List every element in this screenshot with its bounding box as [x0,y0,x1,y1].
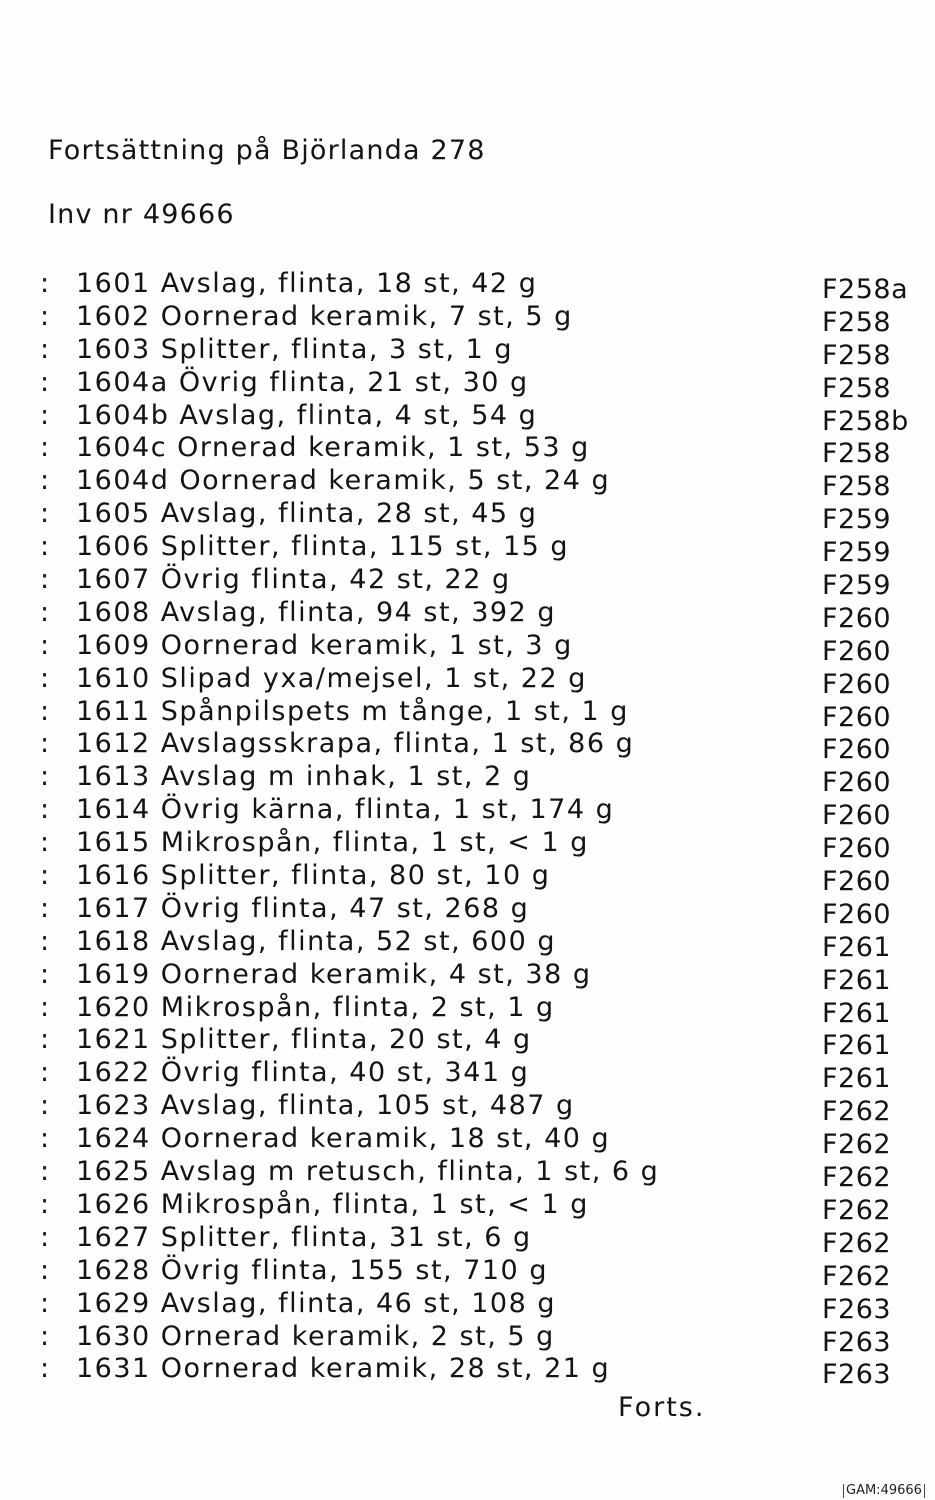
list-item [40,1123,920,1161]
row-find-number: F260 [822,866,892,898]
row-description: 1614 Övrig kärna, flinta, 1 st, 174 g [76,794,615,826]
row-find-number: F263 [822,1326,892,1358]
list-item [40,1353,920,1391]
row-colon: : [40,892,51,924]
row-find-number: F261 [822,964,892,996]
row-colon: : [40,1156,51,1188]
list-item [40,564,920,602]
row-description: 1609 Oornerad keramik, 1 st, 3 g [76,629,573,661]
list-item [40,925,920,963]
row-find-number: F258 [822,438,892,470]
row-find-number: F259 [822,504,892,536]
list-item [40,761,920,799]
row-description: 1612 Avslagsskrapa, flinta, 1 st, 86 g [76,728,635,760]
list-item [40,892,920,930]
row-description: 1608 Avslag, flinta, 94 st, 392 g [76,596,557,628]
list-item [40,991,920,1029]
row-colon: : [40,596,51,628]
row-find-number: F262 [822,1227,892,1259]
row-find-number: F263 [822,1359,892,1391]
row-find-number: F259 [822,537,892,569]
row-find-number: F260 [822,668,892,700]
row-colon: : [40,827,51,859]
row-description: 1613 Avslag m inhak, 1 st, 2 g [76,761,532,793]
row-description: 1604a Övrig flinta, 21 st, 30 g [76,366,529,398]
list-item [40,958,920,996]
row-colon: : [40,333,51,365]
list-item [40,300,920,338]
row-colon: : [40,432,51,464]
row-find-number: F261 [822,1063,892,1095]
row-description: 1627 Splitter, flinta, 31 st, 6 g [76,1221,532,1253]
row-find-number: F258 [822,306,892,338]
list-item [40,1156,920,1194]
row-description: 1601 Avslag, flinta, 18 st, 42 g [76,268,538,299]
row-description: 1629 Avslag, flinta, 46 st, 108 g [76,1287,557,1319]
list-item [40,1057,920,1095]
list-item [40,465,920,503]
row-find-number: F258 [822,339,892,371]
row-description: 1604b Avslag, flinta, 4 st, 54 g [76,399,538,431]
row-description: 1616 Splitter, flinta, 80 st, 10 g [76,860,551,892]
list-item [40,1090,920,1128]
row-find-number: F260 [822,701,892,733]
row-colon: : [40,498,51,530]
row-find-number: F262 [822,1162,892,1194]
row-find-number: F261 [822,931,892,963]
row-find-number: F258 [822,471,892,503]
row-colon: : [40,860,51,892]
list-item [40,1024,920,1062]
list-item [40,268,920,305]
list-item [40,366,920,404]
row-colon: : [40,1057,51,1089]
page-title: Fortsättning på Björlanda 278 [48,135,486,166]
row-description: 1617 Övrig flinta, 47 st, 268 g [76,892,530,924]
list-item [40,1254,920,1292]
row-colon: : [40,531,51,563]
row-colon: : [40,991,51,1023]
list-item [40,1221,920,1259]
row-description: 1606 Splitter, flinta, 115 st, 15 g [76,531,570,563]
list-item [40,662,920,700]
row-colon: : [40,958,51,990]
row-description: 1604d Oornerad keramik, 5 st, 24 g [76,465,611,497]
row-colon: : [40,728,51,760]
row-find-number: F262 [822,1194,892,1226]
row-colon: : [40,794,51,826]
row-find-number: F261 [822,997,892,1029]
list-item [40,596,920,634]
row-description: 1625 Avslag m retusch, flinta, 1 st, 6 g [76,1156,660,1188]
row-colon: : [40,1090,51,1122]
list-item [40,728,920,766]
row-colon: : [40,1221,51,1253]
catalogue-list [40,268,920,1391]
row-colon: : [40,1320,51,1352]
list-item [40,1188,920,1226]
row-find-number: F262 [822,1260,892,1292]
row-find-number: F263 [822,1293,892,1325]
row-description: 1628 Övrig flinta, 155 st, 710 g [76,1254,548,1286]
row-find-number: F260 [822,602,892,634]
row-description: 1619 Oornerad keramik, 4 st, 38 g [76,958,592,990]
row-find-number: F260 [822,800,892,832]
row-colon: : [40,1353,51,1385]
row-description: 1620 Mikrospån, flinta, 2 st, 1 g [76,991,555,1023]
row-description: 1622 Övrig flinta, 40 st, 341 g [76,1057,530,1089]
list-item [40,629,920,667]
row-colon: : [40,564,51,596]
row-find-number: F260 [822,767,892,799]
row-colon: : [40,1254,51,1286]
row-find-number: F260 [822,898,892,930]
row-description: 1610 Slipad yxa/mejsel, 1 st, 22 g [76,662,587,694]
row-colon: : [40,366,51,398]
row-description: 1605 Avslag, flinta, 28 st, 45 g [76,498,538,530]
list-item [40,794,920,832]
row-find-number: F258a [822,274,909,305]
row-description: 1621 Splitter, flinta, 20 st, 4 g [76,1024,532,1056]
row-find-number: F262 [822,1129,892,1161]
continued-label: Forts. [618,1392,706,1423]
row-find-number: F262 [822,1096,892,1128]
list-item [40,860,920,898]
list-item [40,432,920,470]
row-colon: : [40,399,51,431]
row-description: 1630 Ornerad keramik, 2 st, 5 g [76,1320,555,1352]
row-description: 1626 Mikrospån, flinta, 1 st, < 1 g [76,1188,589,1220]
row-find-number: F258b [822,405,909,437]
row-colon: : [40,1287,51,1319]
row-description: 1602 Oornerad keramik, 7 st, 5 g [76,300,573,332]
row-description: 1618 Avslag, flinta, 52 st, 600 g [76,925,557,957]
row-description: 1624 Oornerad keramik, 18 st, 40 g [76,1123,611,1155]
row-colon: : [40,268,51,299]
row-colon: : [40,925,51,957]
row-description: 1607 Övrig flinta, 42 st, 22 g [76,564,511,596]
row-colon: : [40,1024,51,1056]
list-item [40,399,920,437]
archive-stamp: GAM:49666 [843,1484,925,1498]
row-find-number: F258 [822,372,892,404]
row-colon: : [40,695,51,727]
row-description: 1615 Mikrospån, flinta, 1 st, < 1 g [76,827,589,859]
row-find-number: F260 [822,833,892,865]
list-item [40,498,920,536]
row-find-number: F259 [822,570,892,602]
inventory-number: Inv nr 49666 [48,199,235,230]
row-colon: : [40,1188,51,1220]
list-item [40,1320,920,1358]
row-find-number: F261 [822,1030,892,1062]
row-colon: : [40,465,51,497]
row-description: 1604c Ornerad keramik, 1 st, 53 g [76,432,590,464]
row-description: 1623 Avslag, flinta, 105 st, 487 g [76,1090,575,1122]
row-colon: : [40,761,51,793]
row-colon: : [40,300,51,332]
row-description: 1631 Oornerad keramik, 28 st, 21 g [76,1353,611,1385]
row-colon: : [40,662,51,694]
list-item [40,333,920,371]
list-item [40,695,920,733]
list-item [40,827,920,865]
list-item [40,531,920,569]
row-description: 1611 Spånpilspets m tånge, 1 st, 1 g [76,695,629,727]
row-find-number: F260 [822,635,892,667]
row-colon: : [40,1123,51,1155]
row-colon: : [40,629,51,661]
row-find-number: F260 [822,734,892,766]
row-description: 1603 Splitter, flinta, 3 st, 1 g [76,333,514,365]
list-item [40,1287,920,1325]
